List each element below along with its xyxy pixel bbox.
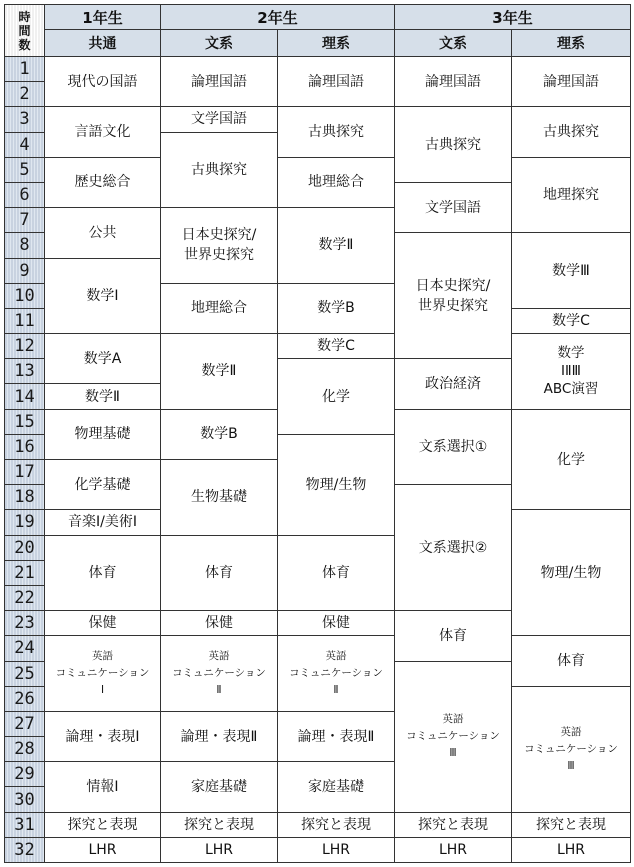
subject-cell-y3-bunkei: 探究と表現 xyxy=(395,812,512,837)
subject-cell-y3-bunkei: 文学国語 xyxy=(395,182,512,232)
subject-cell-y3-bunkei: LHR xyxy=(395,837,512,862)
hour-number: 16 xyxy=(5,434,45,459)
subject-cell-y2-bunkei: 古典探究 xyxy=(161,132,278,208)
subject-cell-y1-common: 物理基礎 xyxy=(45,409,161,459)
subject-cell-y2-bunkei: 数学B xyxy=(161,409,278,459)
subject-cell-y2-rikei: 物理/生物 xyxy=(278,434,395,535)
hour-number: 32 xyxy=(5,837,45,862)
subject-cell-y3-rikei: 英語 コミュニケーション Ⅲ xyxy=(512,686,631,812)
hour-number: 18 xyxy=(5,485,45,510)
track-header-common: 共通 xyxy=(45,30,161,57)
hour-number: 15 xyxy=(5,409,45,434)
subject-cell-y3-bunkei: 文系選択① xyxy=(395,409,512,485)
track-header-y2-rikei: 理系 xyxy=(278,30,395,57)
curriculum-timetable xyxy=(4,4,631,863)
track-header-y2-bunkei: 文系 xyxy=(161,30,278,57)
hour-number: 9 xyxy=(5,258,45,283)
year-header-row xyxy=(5,5,631,30)
subject-cell-y3-bunkei: 日本史探究/ 世界史探究 xyxy=(395,233,512,359)
subject-cell-y3-rikei: 探究と表現 xyxy=(512,812,631,837)
subject-cell-y1-common: 言語文化 xyxy=(45,107,161,157)
subject-cell-y1-common: 数学Ⅰ xyxy=(45,258,161,334)
subject-cell-y3-bunkei: 英語 コミュニケーション Ⅲ xyxy=(395,661,512,812)
subject-cell-y2-rikei: 数学Ⅱ xyxy=(278,208,395,284)
hour-number: 5 xyxy=(5,157,45,182)
period-row xyxy=(5,636,631,661)
hour-number: 8 xyxy=(5,233,45,258)
subject-cell-y3-rikei: 地理探究 xyxy=(512,157,631,233)
subject-cell-y2-bunkei: 保健 xyxy=(161,611,278,636)
year-1-header: 1年生 xyxy=(45,5,161,30)
hour-number: 20 xyxy=(5,535,45,560)
subject-cell-y3-rikei: 古典探究 xyxy=(512,107,631,157)
year-2-header: 2年生 xyxy=(161,5,395,30)
subject-cell-y1-common: 数学Ⅱ xyxy=(45,384,161,409)
track-header-y3-rikei: 理系 xyxy=(512,30,631,57)
subject-cell-y2-bunkei: 論理国語 xyxy=(161,57,278,107)
subject-cell-y3-rikei: 数学 ⅠⅡⅢ ABC演習 xyxy=(512,334,631,410)
subject-cell-y2-rikei: 家庭基礎 xyxy=(278,762,395,812)
subject-cell-y1-common: 論理・表現Ⅰ xyxy=(45,711,161,761)
subject-cell-y1-common: 英語 コミュニケーション Ⅰ xyxy=(45,636,161,712)
subject-cell-y1-common: 公共 xyxy=(45,208,161,258)
subject-cell-y2-rikei: 論理国語 xyxy=(278,57,395,107)
subject-cell-y1-common: 化学基礎 xyxy=(45,460,161,510)
hour-number: 2 xyxy=(5,82,45,107)
hour-number: 17 xyxy=(5,460,45,485)
subject-cell-y3-bunkei: 論理国語 xyxy=(395,57,512,107)
subject-cell-y3-rikei: 数学C xyxy=(512,308,631,333)
subject-cell-y2-rikei: 英語 コミュニケーション Ⅱ xyxy=(278,636,395,712)
hour-number: 22 xyxy=(5,585,45,610)
subject-cell-y2-bunkei: 日本史探究/ 世界史探究 xyxy=(161,208,278,284)
hour-number: 30 xyxy=(5,787,45,812)
subject-cell-y3-rikei: 論理国語 xyxy=(512,57,631,107)
track-header-row xyxy=(5,30,631,57)
subject-cell-y1-common: 現代の国語 xyxy=(45,57,161,107)
subject-cell-y3-rikei: 物理/生物 xyxy=(512,510,631,636)
subject-cell-y2-bunkei: 体育 xyxy=(161,535,278,611)
subject-cell-y2-rikei: 地理総合 xyxy=(278,157,395,207)
subject-cell-y2-rikei: 体育 xyxy=(278,535,395,611)
subject-cell-y3-rikei: 化学 xyxy=(512,409,631,510)
hours-column-header: 時 間 数 xyxy=(5,5,45,57)
subject-cell-y3-bunkei: 体育 xyxy=(395,611,512,661)
subject-cell-y2-rikei: LHR xyxy=(278,837,395,862)
subject-cell-y2-rikei: 論理・表現Ⅱ xyxy=(278,711,395,761)
subject-cell-y1-common: LHR xyxy=(45,837,161,862)
hour-number: 10 xyxy=(5,283,45,308)
period-row xyxy=(5,334,631,359)
hour-number: 26 xyxy=(5,686,45,711)
hour-number: 7 xyxy=(5,208,45,233)
period-row xyxy=(5,812,631,837)
hour-number: 27 xyxy=(5,711,45,736)
hour-number: 23 xyxy=(5,611,45,636)
subject-cell-y1-common: 情報Ⅰ xyxy=(45,762,161,812)
subject-cell-y2-bunkei: 生物基礎 xyxy=(161,460,278,536)
hour-number: 3 xyxy=(5,107,45,132)
hour-number: 11 xyxy=(5,308,45,333)
period-row xyxy=(5,837,631,862)
subject-cell-y1-common: 数学A xyxy=(45,334,161,384)
hour-number: 13 xyxy=(5,359,45,384)
subject-cell-y3-rikei: LHR xyxy=(512,837,631,862)
period-row xyxy=(5,157,631,182)
hour-number: 24 xyxy=(5,636,45,661)
subject-cell-y2-bunkei: 文学国語 xyxy=(161,107,278,132)
hour-number: 28 xyxy=(5,737,45,762)
track-header-y3-bunkei: 文系 xyxy=(395,30,512,57)
year-3-header: 3年生 xyxy=(395,5,631,30)
hour-number: 29 xyxy=(5,762,45,787)
subject-cell-y2-bunkei: 英語 コミュニケーション Ⅱ xyxy=(161,636,278,712)
subject-cell-y1-common: 探究と表現 xyxy=(45,812,161,837)
subject-cell-y2-rikei: 数学B xyxy=(278,283,395,333)
hour-number: 25 xyxy=(5,661,45,686)
subject-cell-y2-bunkei: 地理総合 xyxy=(161,283,278,333)
hour-number: 12 xyxy=(5,334,45,359)
subject-cell-y1-common: 音楽Ⅰ/美術Ⅰ xyxy=(45,510,161,535)
period-row xyxy=(5,57,631,82)
subject-cell-y2-bunkei: 探究と表現 xyxy=(161,812,278,837)
subject-cell-y1-common: 保健 xyxy=(45,611,161,636)
subject-cell-y2-rikei: 数学C xyxy=(278,334,395,359)
subject-cell-y2-rikei: 探究と表現 xyxy=(278,812,395,837)
subject-cell-y3-rikei: 数学Ⅲ xyxy=(512,233,631,309)
hour-number: 21 xyxy=(5,560,45,585)
subject-cell-y1-common: 体育 xyxy=(45,535,161,611)
subject-cell-y3-rikei: 体育 xyxy=(512,636,631,686)
subject-cell-y2-bunkei: 家庭基礎 xyxy=(161,762,278,812)
subject-cell-y3-bunkei: 政治経済 xyxy=(395,359,512,409)
subject-cell-y2-rikei: 保健 xyxy=(278,611,395,636)
subject-cell-y1-common: 歴史総合 xyxy=(45,157,161,207)
subject-cell-y3-bunkei: 古典探究 xyxy=(395,107,512,183)
subject-cell-y2-bunkei: 論理・表現Ⅱ xyxy=(161,711,278,761)
hour-number: 1 xyxy=(5,57,45,82)
timetable-body xyxy=(5,57,631,863)
hour-number: 14 xyxy=(5,384,45,409)
subject-cell-y2-bunkei: LHR xyxy=(161,837,278,862)
hour-number: 6 xyxy=(5,182,45,207)
subject-cell-y3-bunkei: 文系選択② xyxy=(395,485,512,611)
subject-cell-y2-rikei: 古典探究 xyxy=(278,107,395,157)
hour-number: 4 xyxy=(5,132,45,157)
period-row xyxy=(5,107,631,132)
hour-number: 31 xyxy=(5,812,45,837)
subject-cell-y2-rikei: 化学 xyxy=(278,359,395,435)
hour-number: 19 xyxy=(5,510,45,535)
subject-cell-y2-bunkei: 数学Ⅱ xyxy=(161,334,278,410)
